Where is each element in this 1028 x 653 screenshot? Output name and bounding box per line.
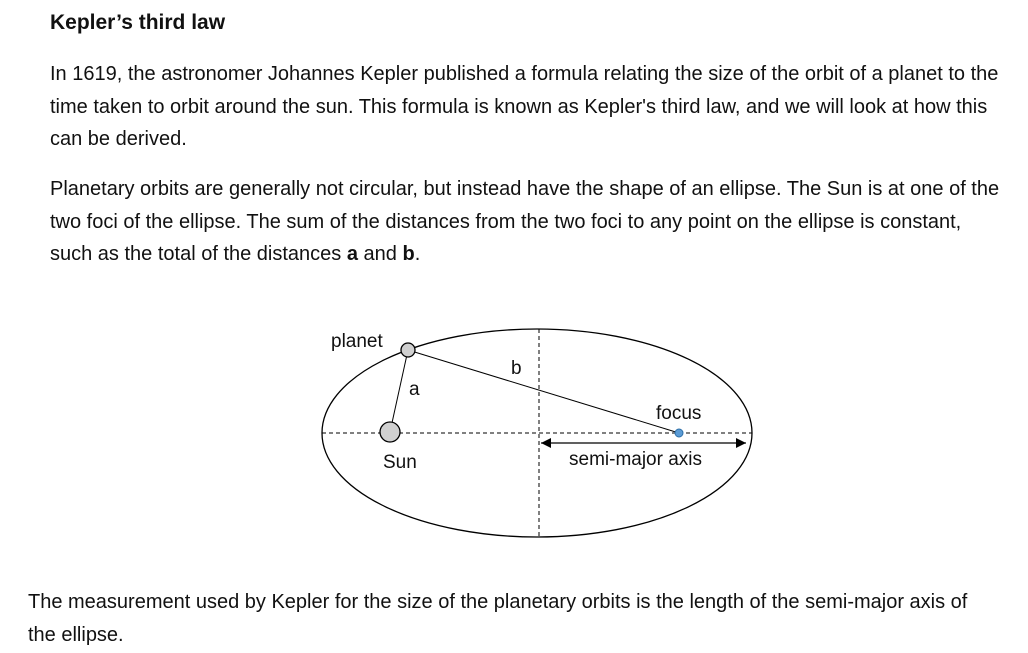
focus-point — [675, 429, 683, 437]
a-label: a — [409, 379, 420, 400]
focus-label: focus — [656, 403, 702, 424]
page-title: Kepler’s third law — [50, 11, 226, 34]
ellipse-paragraph-and: and — [357, 243, 403, 265]
ellipse-paragraph-end: . — [414, 243, 421, 265]
distance-b-bold: b — [402, 243, 415, 265]
distance-a-bold: a — [346, 243, 358, 265]
conclusion-paragraph: The measurement used by Kepler for the size of the planetary orbits is the length of the semi-major axis of the ellipse. — [28, 591, 968, 646]
sun-circle — [380, 422, 400, 442]
distance-a-line — [390, 350, 408, 432]
intro-paragraph: In 1619, the astronomer Johannes Kepler published a formula relating the size of the orbit of a planet to the time taken to orbit around the sun. This formula is known as Kepler's third law, and we will look at how this can be derived. — [50, 63, 999, 150]
distance-b-line — [408, 350, 679, 433]
ellipse-paragraph-text: Planetary orbits are generally not circular, but instead have the shape of an ellipse. The Sun is at one of the two foci of the ellipse. The sum of the distances from the two foci to any point on the ellipse is constant, such as the total of the distances — [50, 178, 1000, 265]
planet-label: planet — [331, 331, 383, 352]
b-label: b — [511, 358, 522, 379]
sun-label: Sun — [383, 452, 417, 473]
semi-major-axis-label: semi-major axis — [569, 449, 703, 470]
planet-circle — [401, 343, 415, 357]
